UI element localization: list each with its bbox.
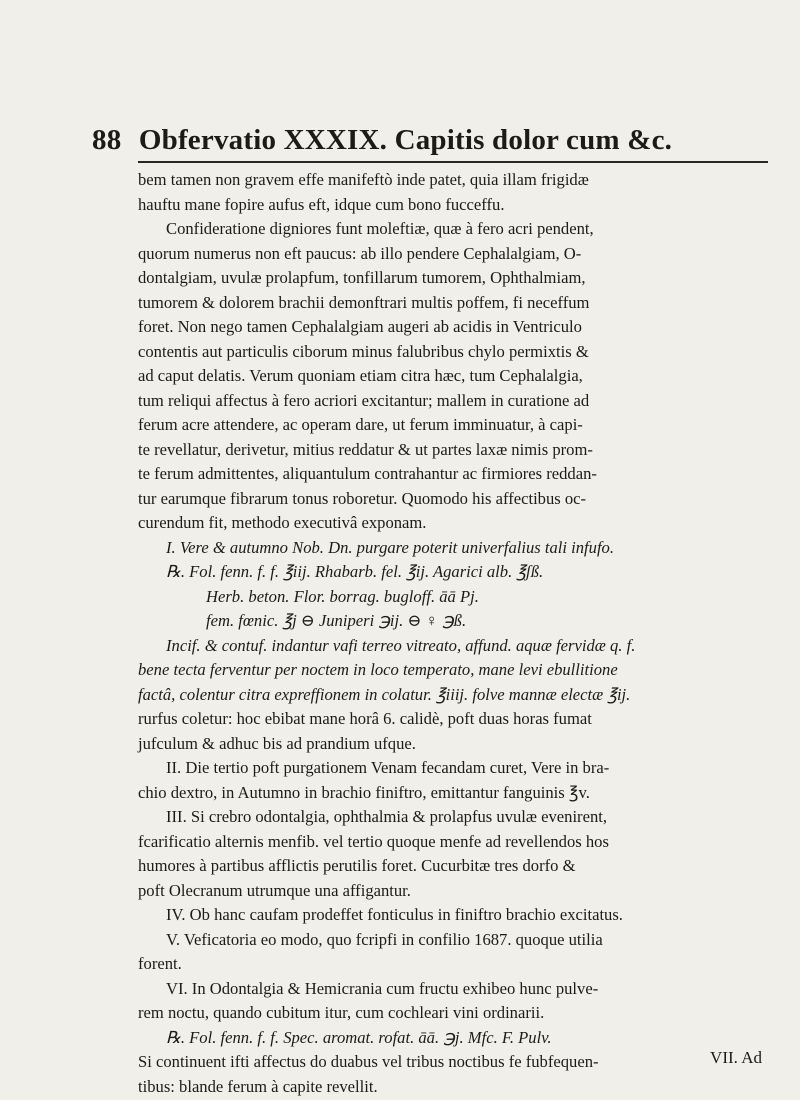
header-rule (138, 161, 768, 163)
text-line: forent. (138, 954, 182, 973)
text-line: humores à partibus afflictis perutilis foret. Cucurbitæ tres dorfo & (138, 856, 576, 875)
text-line: tibus: blande ferum à capite revellit. (138, 1076, 378, 1096)
text-line: contentis aut particulis ciborum minus falubribus chylo permixtis & (138, 341, 589, 361)
text-line: I. Vere & autumno Nob. Dn. purgare poterit univerfalius tali infufo. (166, 537, 615, 557)
text-line: chio dextro, in Autumno in brachio finiftro, emittantur fanguinis ℥v. (138, 782, 590, 802)
text-line: jufculum & adhuc bis ad prandium ufque. (138, 733, 416, 753)
text-line: te ferum admittentes, aliquantulum contrahantur ac firmiores reddan- (138, 464, 597, 483)
text-line: Confideratione digniores funt moleftiæ, quæ à fero acri pendent, (166, 219, 594, 238)
text-line: ferum acre attendere, ac operam dare, ut ferum imminuatur, à capi- (138, 415, 583, 434)
text-line: poft Olecranum utrumque una affigantur. (138, 880, 411, 900)
text-line: tur earumque fibrarum tonus roboretur. Quomodo his affectibus oc- (138, 488, 587, 508)
text-line: III. Si crebro odontalgia, ophthalmia & prolapfus uvulæ evenirent, (166, 807, 608, 826)
running-title: Obfervatio XXXIX. Capitis dolor cum &c. (138, 124, 673, 156)
text-line: bem tamen non gravem effe manifeftò inde patet, quia illam frigidæ (138, 170, 589, 189)
text-line: Incif. & contuf. indantur vafi terreo vitreato, affund. aquæ fervidæ q. f. (166, 635, 636, 655)
text-line: quorum numerus non eft paucus: ab illo pendere Cephalalgiam, O- (138, 243, 582, 263)
text-line: rurfus coletur: hoc ebibat mane horâ 6. calidè, poft duas horas fumat (138, 709, 592, 728)
running-head (92, 124, 742, 157)
catchword: VII. Ad (710, 1048, 762, 1067)
text-line: VI. In Odontalgia & Hemicrania cum fructu exhibeo hunc pulve- (166, 978, 599, 998)
page-number: 88 (92, 124, 122, 156)
text-line: II. Die tertio poft purgationem Venam fecandam curet, Vere in bra- (166, 758, 610, 777)
text-line: IV. Ob hanc caufam prodeffet fonticulus in finiftro brachio excitatus. (166, 905, 623, 924)
recipe-line: fem. fœnic. ℥j ⊖ Juniperi ℈ij. ⊖ ♀ ℈ß. (206, 611, 467, 630)
text-line: ad caput delatis. Verum quoniam etiam citra hæc, tum Cephalalgia, (138, 366, 583, 385)
text-line: foret. Non nego tamen Cephalalgiam augeri ab acidis in Ventriculo (138, 317, 582, 336)
text-line: tum reliqui affectus à fero acriori excitantur; mallem in curatione ad (138, 390, 590, 410)
text-line: factâ, colentur citra expreffionem in colatur. ℥iiij. folve mannæ electæ ℥ij. (138, 684, 631, 704)
text-line: dontalgiam, uvulæ prolapfum, tonfillarum tumorem, Ophthalmiam, (138, 268, 586, 287)
text-line: curendum fit, methodo executivâ exponam. (138, 513, 427, 532)
body-text (138, 168, 773, 1099)
text-line: Si continuent ifti affectus do duabus vel tribus noctibus fe fubfequen- (138, 1052, 599, 1071)
text-line: bene tecta ferventur per noctem in loco temperato, mane levi ebullitione (138, 660, 618, 679)
text-line: te revellatur, derivetur, mitius reddatur & ut partes laxæ nimis prom- (138, 439, 593, 459)
text-line: rem noctu, quando cubitum itur, cum cochleari vini ordinarii. (138, 1003, 545, 1022)
text-line: tumorem & dolorem brachii demonftrari multis poffem, fi neceffum (138, 292, 590, 312)
text-line: V. Veficatoria eo modo, quo fcripfi in confilio 1687. quoque utilia (166, 929, 603, 949)
text-line: hauftu mane fopire aufus eft, idque cum bono fucceffu. (138, 194, 505, 214)
recipe-line: Herb. beton. Flor. borrag. bugloff. āā Pj. (206, 586, 479, 606)
text-line: fcarificatio alternis menfib. vel tertio quoque menfe ad revellendos hos (138, 831, 609, 851)
recipe-line: ℞. Fol. fenn. f. f. ℥iij. Rhabarb. fel. ℥ij. Agarici alb. ℥ʃß. (166, 562, 544, 581)
recipe-line: ℞. Fol. fenn. f. f. Spec. aromat. rofat. āā. ℈j. Mfc. F. Pulv. (166, 1027, 552, 1047)
